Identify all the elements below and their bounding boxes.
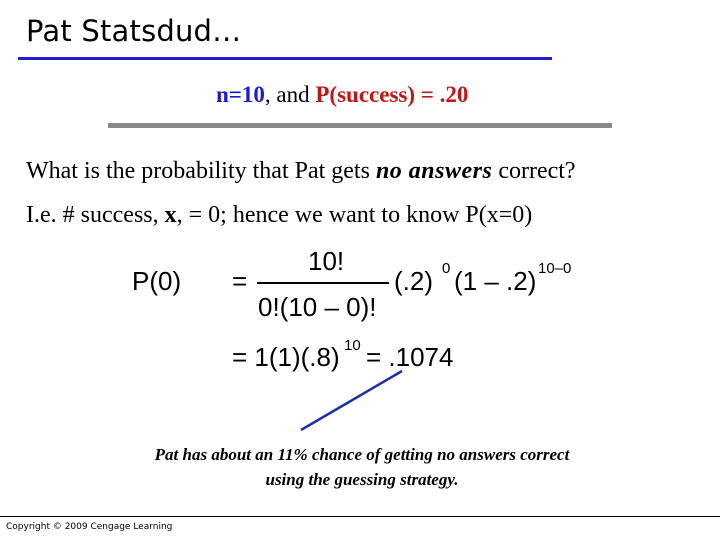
question-emphasis: no answers (375, 158, 493, 184)
formula-factor-2-exp: 10–0 (538, 260, 572, 277)
question-line-2-end: , = 0; hence we want to know P(x=0) (176, 202, 533, 228)
formula-equals-1: = (232, 266, 248, 296)
formula-denominator: 0!(10 – 0)! (258, 292, 377, 322)
slide-title: Pat Statsdud… (26, 14, 242, 48)
subtitle-p-success: P(success) = .20 (315, 82, 469, 107)
conclusion-caption (0, 442, 720, 492)
formula-line-2: = 1(1)(.8) (232, 342, 340, 372)
question-line-1-end: correct? (492, 158, 576, 184)
formula-factor-2-base: (1 – .2) (454, 266, 537, 296)
formula-numerator: 10! (308, 246, 345, 276)
formula-result: = .1074 (366, 342, 454, 372)
formula-factor-1-base: (.2) (394, 266, 433, 296)
question-variable-x: x (164, 202, 177, 228)
formula-lhs: P(0) (132, 266, 182, 296)
formula-line-2-exp: 10 (344, 337, 361, 354)
caption-line-1: Pat has about an 11% chance of getting no answers correct (154, 445, 570, 464)
subtitle-mid: , and (264, 82, 316, 107)
footer-divider (0, 516, 720, 517)
caption-line-2: using the guessing strategy. (265, 470, 459, 489)
subtitle-n: n=10 (216, 82, 265, 107)
copyright-footer: Copyright © 2009 Cengage Learning (6, 522, 173, 532)
question-line-2-start: I.e. # success, (26, 202, 165, 228)
question-line-1-start: What is the probability that Pat gets (26, 158, 376, 184)
formula-factor-1-exp: 0 (442, 260, 451, 277)
